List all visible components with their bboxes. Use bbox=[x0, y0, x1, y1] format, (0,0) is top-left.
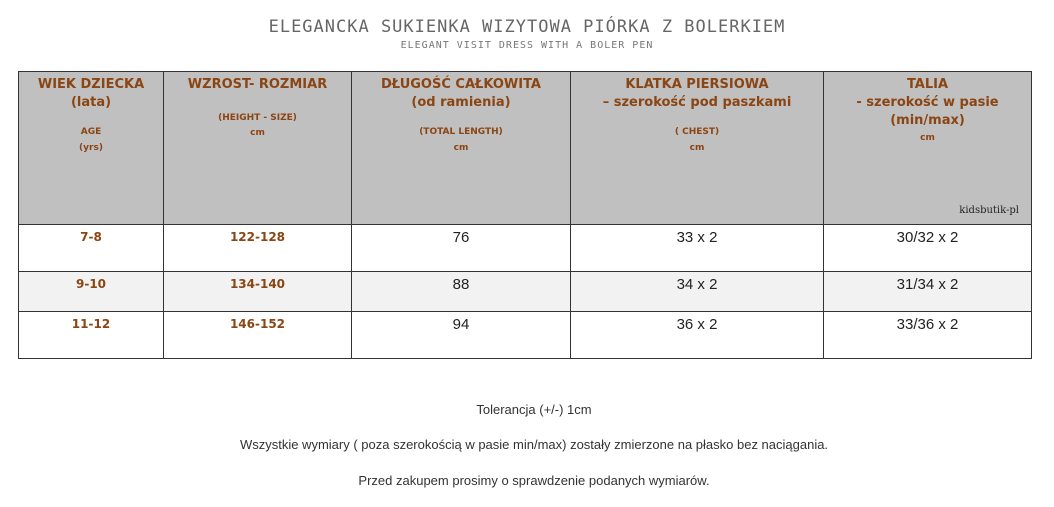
header-waist-minmax: (min/max) bbox=[890, 113, 965, 128]
header-chest bbox=[571, 72, 824, 225]
cell-size: 122-128 bbox=[229, 230, 286, 244]
measurement-note: Wszystkie wymiary ( poza szerokością w pasie min/max) zostały zmierzone na płasko bez naciągania. bbox=[239, 437, 829, 452]
header-chest-title: KLATKA PIERSIOWA bbox=[625, 77, 769, 92]
cell-chest: 34 x 2 bbox=[676, 276, 718, 293]
header-length bbox=[352, 72, 571, 225]
cell-age: 7-8 bbox=[80, 230, 102, 244]
tolerance-note: Tolerancja (+/-) 1cm bbox=[476, 402, 592, 417]
page-subtitle: ELEGANT VISIT DRESS WITH A BOLER PEN bbox=[400, 40, 654, 51]
cell-age: 11-12 bbox=[71, 317, 111, 331]
cell-age: 9-10 bbox=[75, 277, 107, 291]
header-waist-title: TALIA bbox=[906, 77, 949, 92]
header-size bbox=[164, 72, 352, 225]
cell-size: 146-152 bbox=[229, 317, 286, 331]
header-size-unit: cm bbox=[250, 128, 265, 138]
cell-waist: 31/34 x 2 bbox=[896, 276, 959, 293]
cell-length: 94 bbox=[452, 316, 470, 333]
header-size-title: WZROST- ROZMIAR bbox=[187, 77, 328, 92]
cell-size: 134-140 bbox=[229, 277, 286, 291]
header-chest-sub: – szerokość pod paszkami bbox=[602, 95, 792, 110]
header-length-title: DŁUGOŚĆ CAŁKOWITA bbox=[381, 77, 541, 92]
header-row bbox=[19, 72, 1032, 225]
size-table bbox=[18, 71, 1032, 359]
table-row bbox=[19, 225, 1032, 272]
cell-length: 76 bbox=[452, 229, 470, 246]
table-row bbox=[19, 272, 1032, 312]
header-waist bbox=[824, 72, 1032, 225]
cell-chest: 33 x 2 bbox=[676, 229, 718, 246]
header-size-en: (HEIGHT - SIZE) bbox=[218, 113, 297, 123]
header-age-en-unit: (yrs) bbox=[79, 143, 103, 153]
check-note: Przed zakupem prosimy o sprawdzenie podanych wymiarów. bbox=[358, 473, 710, 488]
page-title: ELEGANCKA SUKIENKA WIZYTOWA PIÓRKA Z BOLERKIEM bbox=[268, 17, 786, 37]
header-length-sub: (od ramienia) bbox=[411, 95, 511, 110]
header-age-en: AGE bbox=[80, 127, 102, 137]
cell-waist: 30/32 x 2 bbox=[896, 229, 959, 246]
cell-waist: 33/36 x 2 bbox=[896, 316, 959, 333]
header-waist-sub: - szerokość w pasie bbox=[856, 95, 999, 110]
header-age-unit: (lata) bbox=[70, 95, 112, 110]
watermark: kidsbutik-pl bbox=[959, 205, 1019, 216]
header-length-en: (TOTAL LENGTH) bbox=[419, 127, 503, 137]
header-waist-unit: cm bbox=[920, 133, 935, 143]
cell-chest: 36 x 2 bbox=[676, 316, 718, 333]
header-age-title: WIEK DZIECKA bbox=[37, 77, 145, 92]
table-row bbox=[19, 312, 1032, 359]
header-chest-unit: cm bbox=[689, 143, 705, 153]
header-age bbox=[19, 72, 164, 225]
cell-length: 88 bbox=[452, 276, 470, 293]
header-length-unit: cm bbox=[453, 143, 469, 153]
header-chest-en: ( CHEST) bbox=[674, 127, 720, 137]
